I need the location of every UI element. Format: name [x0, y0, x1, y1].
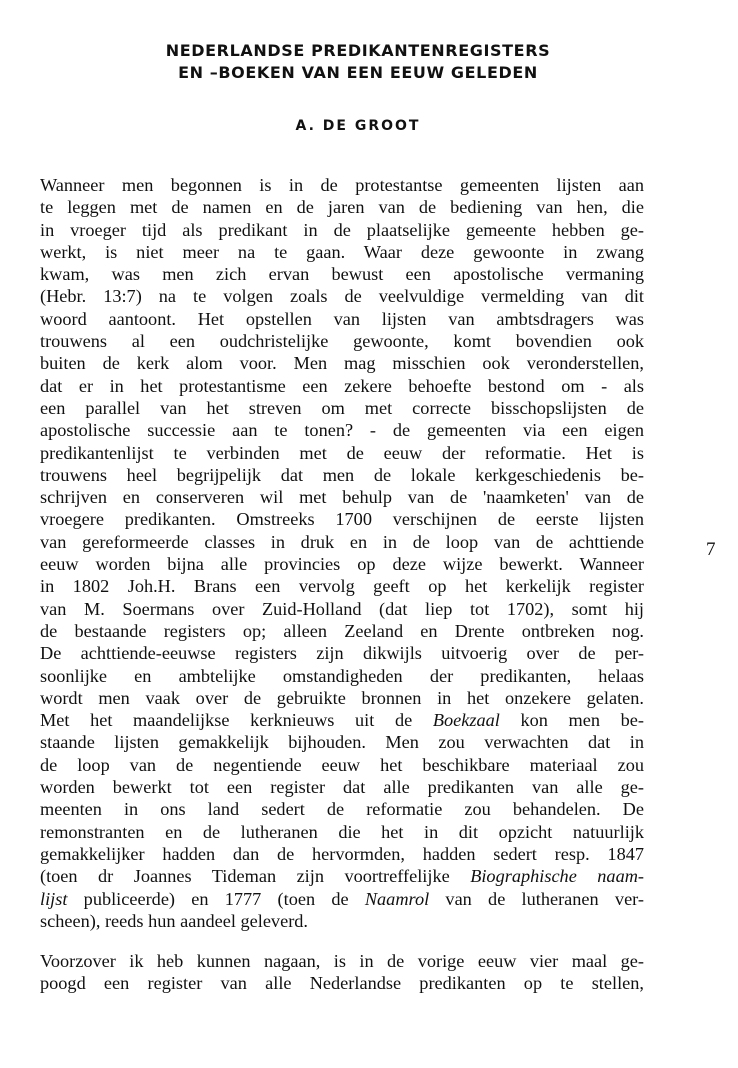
text-line: werkt, is niet meer na te gaan. Waar deze gewoonte in zwang — [40, 241, 644, 262]
text-line: in 1802 Joh.H. Brans een vervolg geeft op het kerkelijk register — [40, 576, 644, 597]
text-line: worden bewerkt tot een register dat alle predikanten van alle ge- — [40, 777, 644, 798]
text-line: predikantenlijst te verbinden met de eeuw der reformatie. Het is — [40, 442, 644, 463]
paragraph-1 — [40, 174, 644, 932]
text-line: de loop van de negentiende eeuw het beschikbare materiaal zou — [40, 754, 644, 775]
text-segment: publiceerde) en 1777 (toen de — [67, 888, 365, 909]
text-line: schrijven en conserveren wil met behulp van de 'naamketen' van de — [40, 487, 644, 508]
title-line-1: NEDERLANDSE PREDIKANTENREGISTERS — [165, 41, 551, 60]
text-line: trouwens al een oudchristelijke gewoonte, komt bovendien ook — [40, 331, 644, 352]
book-title-lijst: lijst — [40, 888, 68, 909]
article-title — [40, 40, 676, 84]
text-line: (Hebr. 13:7) na te volgen zoals de veelvuldige vermelding van dit — [40, 286, 644, 307]
text-line: eeuw worden bijna alle provincies op deze wijze bewerkt. Wanneer — [40, 554, 644, 575]
paragraph-gap — [40, 932, 644, 950]
text-line: wordt men vaak over de gebruikte bronnen in het onzekere gelaten. — [40, 687, 644, 708]
text-line: te leggen met de namen en de jaren van de bediening van hen, die — [40, 197, 644, 218]
text-line: een parallel van het streven om met correcte bisschopslijsten de — [40, 397, 644, 418]
text-line: soonlijke en ambtelijke omstandigheden der predikanten, helaas — [40, 665, 644, 686]
text-line — [40, 865, 644, 887]
text-segment: van de lutheranen ver- — [429, 888, 644, 909]
author-name: A. DE GROOT — [295, 118, 421, 134]
text-segment: (toen dr Joannes Tideman zijn voortreffelijke — [40, 866, 471, 887]
text-line: staande lijsten gemakkelijk bijhouden. Men zou verwachten dat in — [40, 732, 644, 753]
body-text — [40, 174, 644, 995]
book-title-naamrol: Naamrol — [364, 888, 430, 909]
text-line: Voorzover ik heb kunnen nagaan, is in de vorige eeuw vier maal ge- — [40, 951, 644, 972]
text-line: De achttiende-eeuwse registers zijn dikwijls uitvoerig over de per- — [40, 643, 644, 664]
text-line — [40, 709, 644, 731]
title-line-2: EN –BOEKEN VAN EEN EEUW GELEDEN — [178, 63, 538, 82]
text-line: vroegere predikanten. Omstreeks 1700 verschijnen de eerste lijsten — [40, 509, 644, 530]
page-number: 7 — [706, 539, 716, 560]
text-line: dat er in het protestantisme een zekere behoefte bestond om - als — [40, 375, 644, 396]
text-line: woord aantoont. Het opstellen van lijsten van ambtsdragers was — [40, 308, 644, 329]
text-line — [40, 888, 644, 910]
book-title-biographische: Biographische naam- — [470, 866, 644, 887]
text-line: scheen), reeds hun aandeel geleverd. — [40, 910, 308, 931]
text-line: kwam, was men zich ervan bewust een apostolische vermaning — [40, 264, 644, 285]
text-line: van gereformeerde classes in druk en in de loop van de achttiende — [40, 531, 644, 552]
text-line: poogd een register van alle Nederlandse predikanten op te stellen, — [40, 973, 644, 994]
text-line: Wanneer men begonnen is in de protestantse gemeenten lijsten aan — [40, 175, 644, 195]
text-line: trouwens heel begrijpelijk dat men de lokale kerkgeschiedenis be- — [40, 464, 644, 485]
text-line: apostolische successie aan te tonen? - de gemeenten via een eigen — [40, 420, 644, 441]
text-line: meenten in ons land sedert de reformatie zou behandelen. De — [40, 799, 644, 820]
text-line: remonstranten en de lutheranen die het in dit opzicht natuurlijk — [40, 821, 644, 842]
paragraph-2 — [40, 950, 644, 995]
text-line: gemakkelijker hadden dan de hervormden, hadden sedert resp. 1847 — [40, 843, 644, 864]
journal-title-boekzaal: Boekzaal — [432, 710, 500, 731]
text-line: van M. Soermans over Zuid-Holland (dat liep tot 1702), somt hij — [40, 598, 644, 619]
text-line: de bestaande registers op; alleen Zeeland en Drente ontbreken nog. — [40, 620, 644, 641]
text-line: in vroeger tijd als predikant in de plaatselijke gemeente hebben ge- — [40, 219, 644, 240]
text-segment: Met het maandelijkse kerknieuws uit de — [40, 710, 433, 731]
text-line: buiten de kerk alom voor. Men mag misschien ook veronderstellen, — [40, 353, 644, 374]
text-segment: kon men be- — [499, 710, 645, 731]
